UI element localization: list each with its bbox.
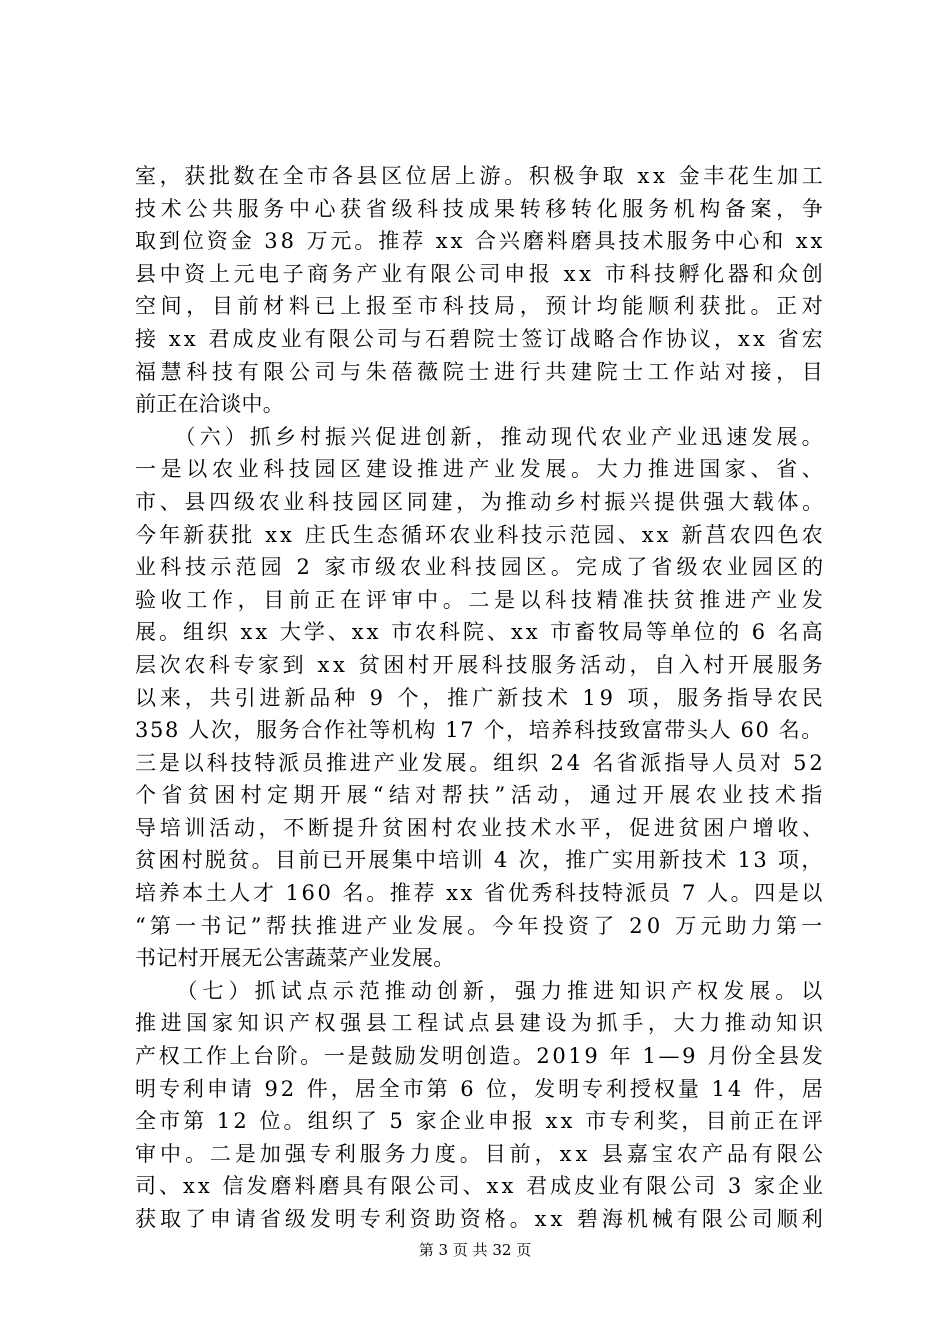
text-line: 业科技示范园 2 家市级农业科技园区。完成了省级农业园区的 bbox=[135, 555, 828, 580]
text-line: 推进国家知识产权强县工程试点县建设为抓手，大力推动知识 bbox=[135, 1011, 828, 1036]
page-footer: 第 3 页 共 32 页 bbox=[418, 1241, 532, 1259]
text-line: 明专利申请 92 件，居全市第 6 位，发明专利授权量 14 件，居 bbox=[135, 1076, 826, 1101]
text-line: 展。组织 xx 大学、xx 市农科院、xx 市畜牧局等单位的 6 名高 bbox=[135, 620, 826, 645]
text-line: 培养本土人才 160 名。推荐 xx 省优秀科技特派员 7 人。四是以 bbox=[135, 881, 825, 906]
text-line: 贫困村脱贫。目前已开展集中培训 4 次，推广实用新技术 13 项， bbox=[135, 848, 825, 873]
text-line: 产权工作上台阶。一是鼓励发明创造。2019 年 1—9 月份全县发 bbox=[135, 1044, 826, 1069]
text-line: 福慧科技有限公司与朱蓓薇院士进行共建院士工作站对接，目 bbox=[135, 359, 828, 384]
text-line: 358 人次，服务合作社等机构 17 个，培养科技致富带头人 60 名。 bbox=[135, 718, 825, 743]
text-line: 司、xx 信发磨料磨具有限公司、xx 君成皮业有限公司 3 家企业 bbox=[135, 1174, 827, 1199]
text-line: 县中资上元电子商务产业有限公司申报 xx 市科技孵化器和众创 bbox=[135, 261, 827, 286]
text-line: （六）抓乡村振兴促进创新，推动现代农业产业迅速发展。 bbox=[135, 424, 827, 449]
text-line: 全市第 12 位。组织了 5 家企业申报 xx 市专利奖，目前正在评 bbox=[135, 1109, 826, 1134]
text-line: 技术公共服务中心获省级科技成果转移转化服务机构备案，争 bbox=[135, 196, 828, 221]
text-line: 今年新获批 xx 庄氏生态循环农业科技示范园、xx 新莒农四色农 bbox=[135, 522, 826, 547]
text-line: 以来，共引进新品种 9 个，推广新技术 19 项，服务指导农民 bbox=[135, 685, 827, 710]
text-line: 书记村开展无公害蔬菜产业发展。 bbox=[135, 946, 455, 971]
text-line: 验收工作，目前正在评审中。二是以科技精准扶贫推进产业发 bbox=[135, 587, 828, 612]
text-line: 空间，目前材料已上报至市科技局，预计均能顺利获批。正对 bbox=[135, 294, 828, 319]
text-line: 获取了申请省级发明专利资助资格。xx 碧海机械有限公司顺利 bbox=[135, 1207, 827, 1231]
text-line: “第一书记”帮扶推进产业发展。今年投资了 20 万元助力第一 bbox=[135, 913, 827, 938]
text-line: 审中。二是加强专利服务力度。目前，xx 县嘉宝农产品有限公 bbox=[135, 1141, 827, 1166]
text-line: 三是以科技特派员推进产业发展。组织 24 名省派指导人员对 52 bbox=[135, 750, 826, 775]
text-line: （七）抓试点示范推动创新，强力推进知识产权发展。以 bbox=[135, 978, 828, 1003]
text-line: 接 xx 君成皮业有限公司与石碧院士签订战略合作协议，xx 省宏 bbox=[135, 326, 826, 351]
text-line: 个省贫困村定期开展“结对帮扶”活动，通过开展农业技术指 bbox=[135, 783, 828, 808]
text-line: 室，获批数在全市各县区位居上游。积极争取 xx 金丰花生加工 bbox=[135, 164, 827, 188]
text-line: 导培训活动，不断提升贫困村农业技术水平，促进贫困户增收、 bbox=[135, 815, 827, 840]
text-line: 取到位资金 38 万元。推荐 xx 合兴磨料磨具技术服务中心和 xx bbox=[135, 229, 826, 254]
text-line: 前正在洽谈中。 bbox=[135, 392, 285, 417]
text-line: 市、县四级农业科技园区同建，为推动乡村振兴提供强大载体。 bbox=[135, 489, 827, 514]
document-body bbox=[135, 160, 828, 1236]
text-line: 一是以农业科技园区建设推进产业发展。大力推进国家、省、 bbox=[135, 457, 828, 482]
text-line: 层次农科专家到 xx 贫困村开展科技服务活动，自入村开展服务 bbox=[135, 652, 827, 677]
